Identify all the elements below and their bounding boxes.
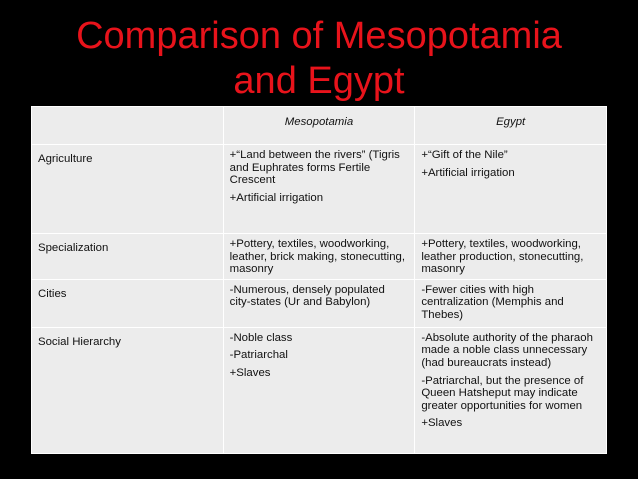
header-cell-mesopotamia: Mesopotamia	[223, 107, 415, 145]
table-header-row	[32, 107, 607, 145]
slide-title-line-1: Comparison of Mesopotamia	[76, 15, 562, 57]
table-row-specialization	[32, 234, 607, 280]
mesopotamia-cell	[223, 327, 415, 453]
slide-title-line-2: and Egypt	[233, 60, 405, 102]
cell-text: -Patriarchal	[229, 349, 288, 362]
cell-text: +“Land between the rivers” (Tigris and Euphrates forms Fertile Crescent	[229, 149, 400, 187]
cell-text: +Artificial irrigation	[229, 191, 324, 204]
cell-text: -Numerous, densely populated city-states (Ur and Babylon)	[229, 283, 385, 309]
slide-title	[0, 14, 638, 104]
cell-text: +“Gift of the Nile”	[421, 149, 508, 161]
row-label-cell	[32, 279, 224, 327]
egypt-cell	[415, 145, 607, 234]
row-label-cities: Cities	[38, 287, 67, 300]
row-label-specialization: Specialization	[38, 242, 109, 254]
mesopotamia-cell	[223, 145, 415, 234]
row-label-cell	[32, 327, 224, 453]
cell-text: -Patriarchal, but the presence of Queen Hatsheput may indicate greater opportunities for women	[421, 374, 584, 412]
cell-text: +Slaves	[421, 417, 463, 430]
row-label-agriculture: Agriculture	[38, 153, 93, 165]
row-label-social-hierarchy: Social Hierarchy	[38, 335, 121, 348]
mesopotamia-cell	[223, 279, 415, 327]
comparison-table	[31, 106, 607, 454]
row-label-cell	[32, 145, 224, 234]
row-label-cell	[32, 234, 224, 280]
header-cell-egypt: Egypt	[415, 107, 607, 145]
mesopotamia-cell	[223, 234, 415, 280]
cell-text: +Pottery, textiles, woodworking, leather, brick making, stonecutting, masonry	[229, 238, 406, 276]
cell-text: -Absolute authority of the pharaoh made a noble class unnecessary (had bureaucrats instead)	[421, 331, 593, 369]
cell-text: -Noble class	[229, 331, 293, 344]
table-row-social-hierarchy	[32, 327, 607, 453]
egypt-cell	[415, 234, 607, 280]
cell-text: +Slaves	[229, 366, 271, 379]
egypt-cell	[415, 279, 607, 327]
egypt-cell	[415, 327, 607, 453]
cell-text: -Fewer cities with high centralization (Memphis and Thebes)	[421, 283, 564, 321]
table-row-agriculture	[32, 145, 607, 234]
cell-text: +Artificial irrigation	[421, 166, 515, 179]
header-cell-blank	[32, 107, 224, 145]
cell-text: +Pottery, textiles, woodworking, leather production, stonecutting, masonry	[421, 238, 584, 276]
table-row-cities	[32, 279, 607, 327]
